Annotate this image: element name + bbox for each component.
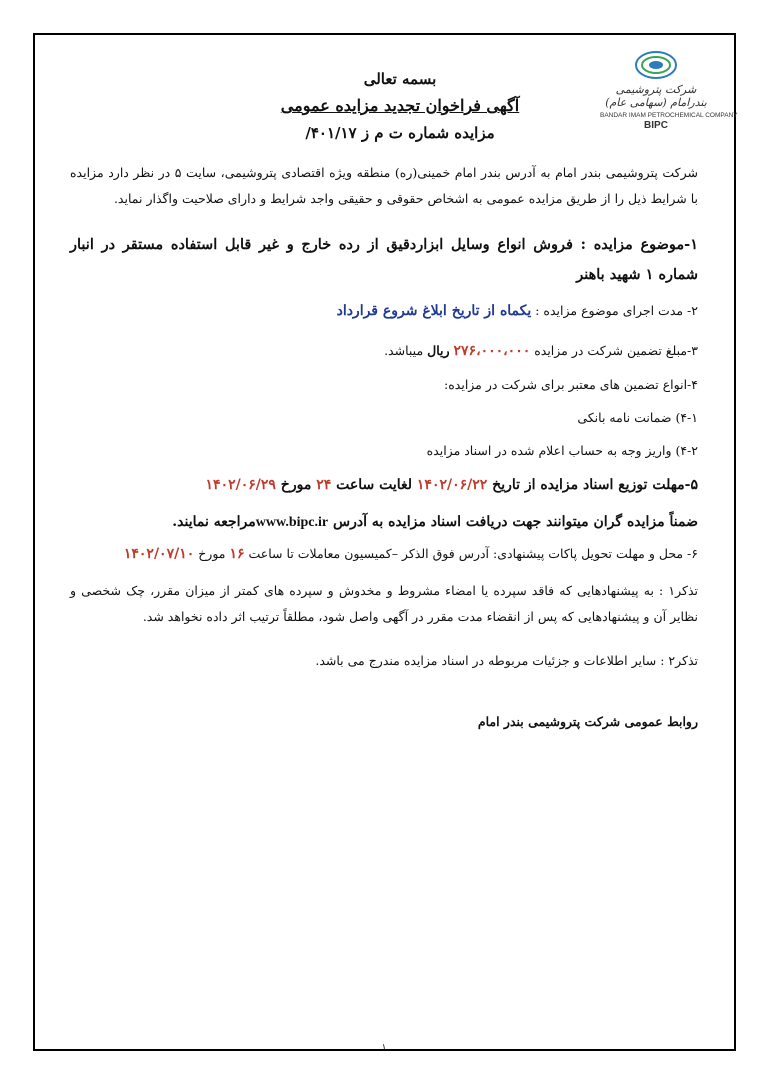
intro-paragraph: شرکت پتروشیمی بندر امام به آدرس بندر امام خمینی(ره) منطقه ویژه اقتصادی پتروشیمی، سایت ۵ در نظر دارد مزایده با شرایط ذیل را از طریق مزایده عمومی به اشخاص حقوقی و حقیقی واجد شرایط و دارای صلاحیت واگذار نماید.	[70, 165, 698, 206]
distribution-mid: لغایت ساعت	[336, 477, 413, 493]
note-1: تذکر۱ : به پیشنهادهایی که فاقد سپرده یا امضاء مشروط و مخدوش و سپرده های کمتر از میزان مقرر، چک شخصی و نظایر آن و پیشنهادهایی که پس از انقضاء مدت مقرر در آگهی واصل شود، مطلقاً ترتیب اثر داده نخواهد شد.	[70, 583, 698, 624]
distribution-hour: ۲۴	[316, 477, 332, 493]
website-suffix: مراجعه نمایند.	[172, 514, 256, 530]
delivery-line	[70, 546, 698, 562]
distribution-prefix: ۵-مهلت توزیع اسناد مزایده از تاریخ	[492, 477, 698, 493]
distribution-to-date: ۱۴۰۲/۰۶/۲۹	[205, 477, 276, 493]
signature: روابط عمومی شرکت پتروشیمی بندر امام	[477, 714, 698, 729]
guarantee-amount: ۲۷۶،۰۰۰،۰۰۰	[453, 343, 531, 359]
delivery-mid: مورخ	[198, 546, 226, 561]
website-line	[70, 514, 698, 531]
distribution-from-date: ۱۴۰۲/۰۶/۲۲	[416, 477, 488, 493]
distribution-line	[70, 477, 698, 493]
auction-subject: ۱-موضوع مزایده : فروش انواع وسایل ابزاردقیق از رده خارج و غیر قابل استفاده مستقر در انبار شماره ۱ شهید باهنر	[70, 236, 698, 283]
bismillah: بسمه تعالی	[363, 70, 437, 88]
page-number: ۱	[381, 1043, 387, 1053]
guarantee-line	[70, 343, 698, 359]
delivery-date: ۱۴۰۲/۰۷/۱۰	[123, 546, 195, 562]
company-logo	[600, 48, 738, 144]
logo-abbr: BIPC	[644, 120, 668, 131]
duration-value: یکماه از تاریخ ابلاغ شروع قرارداد	[336, 303, 532, 319]
guarantee-suffix: میباشد.	[384, 343, 424, 358]
page-title: آگهی فراخوان تجدید مزایده عمومی	[280, 96, 520, 115]
auction-number: مزایده شماره ت م ز ۴۰۱/۱۷/	[305, 124, 495, 142]
logo-name-fa: شرکت پتروشیمی بندرامام (سهامی عام)	[605, 83, 707, 109]
delivery-text: ۶- محل و مهلت تحویل پاکات پیشنهادی: آدرس فوق الذکر –کمیسیون معاملات تا ساعت	[248, 546, 698, 561]
logo-name-en: BANDAR IMAM PETROCHEMICAL COMPANY	[600, 112, 738, 119]
delivery-hour: ۱۶	[229, 546, 245, 562]
note-2: تذکر۲ : سایر اطلاعات و جزئیات مربوطه در اسناد مزایده مندرج می باشد.	[315, 653, 698, 668]
guarantee-label: ۳-مبلغ تضمین شرکت در مزایده	[534, 343, 698, 358]
guarantee-currency: ریال	[427, 343, 450, 358]
website-link[interactable]: www.bipc.ir	[255, 515, 329, 530]
website-text: ضمناً مزایده گران میتوانند جهت دریافت اسناد مزایده به آدرس	[333, 514, 698, 530]
guarantee-type-bank: ۴-۱) ضمانت نامه بانکی	[577, 410, 698, 425]
guarantee-types-label: ۴-انواع تضمین های معتبر برای شرکت در مزایده:	[444, 377, 698, 392]
duration-label: ۲- مدت اجرای موضوع مزایده :	[535, 303, 698, 318]
distribution-mid2: مورخ	[280, 477, 312, 493]
bipc-emblem-icon	[631, 48, 681, 82]
guarantee-type-deposit: ۴-۲) واریز وجه به حساب اعلام شده در اسناد مزایده	[426, 443, 698, 458]
duration-line	[70, 303, 698, 319]
